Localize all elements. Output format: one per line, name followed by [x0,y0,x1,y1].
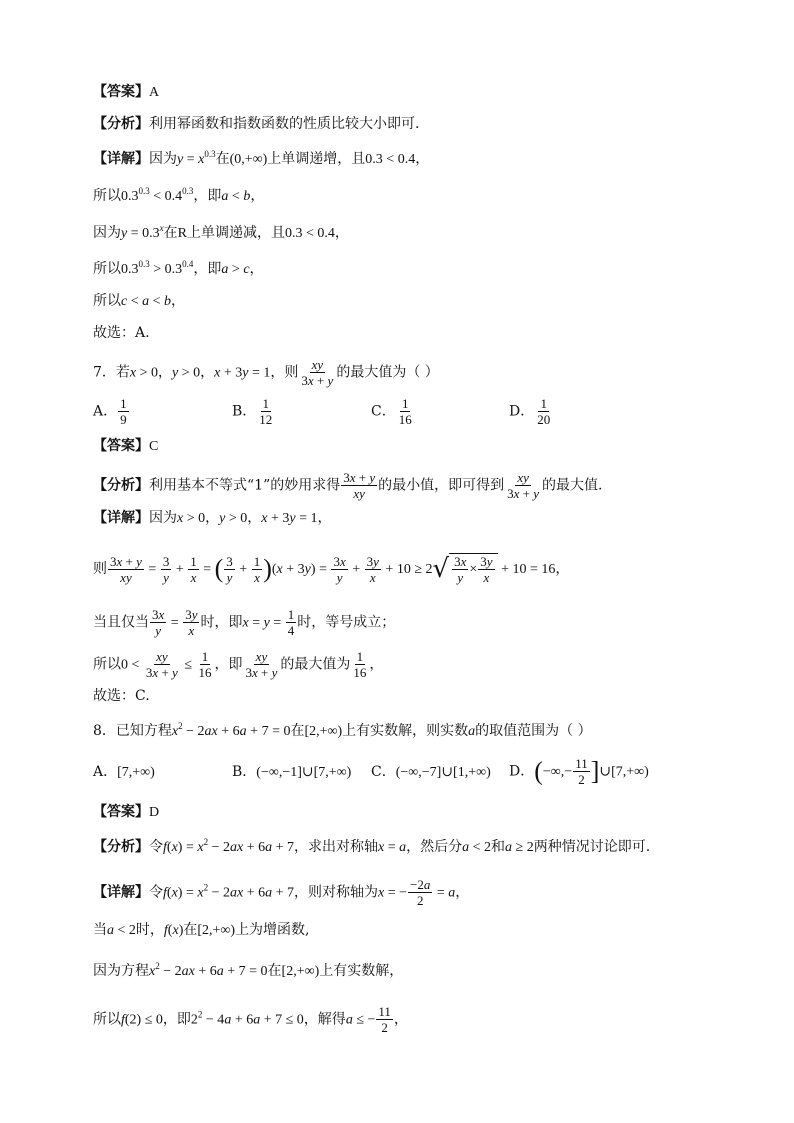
math-line: 所以$0.3^{0.3} > 0.3^{0.4}$，即a > c， [93,259,264,277]
conclusion-line: 故选：C. [93,688,150,704]
detail-line: 【详解】因为x > 0，y > 0，x + 3y = 1， [93,510,332,526]
answer-line: 【答案】C [93,438,159,454]
option-b[interactable]: B． $\frac{1}{12}$ [232,396,273,427]
answer-label: 【答案】 [93,84,149,100]
option-c[interactable]: C． $\frac{1}{16}$ [371,396,412,427]
answer-line [93,82,159,103]
conclusion-line: 故选：A. [93,325,150,341]
option-d[interactable]: D．(−∞,− $\frac{11}{2}$ ]∪[7,+∞) [509,756,649,787]
detail-line: 【详解】令$f(x) = x^2 - 2ax + 6a + 7$，则对称轴为x = − $\frac{-2a}{2}$ = a， [93,877,470,908]
option-d[interactable]: D． $\frac{1}{20}$ [509,396,551,427]
math-line: 因为方程$x^2 - 2ax + 6a + 7 = 0$在[2,+∞)上有实数解， [93,961,404,979]
question-7: 7．若x > 0，y > 0，x + 3y = 1，则 $\frac{xy}{3x + y}$ 的最大值为（ ） [93,357,439,388]
question-8: 8．已知方程$x^2 - 2ax + 6a + 7 = 0$在[2,+∞)上有实数解，则实数a的取值范围为（ ） [93,721,592,739]
math-line: 所以c < a < b， [93,293,186,309]
option-b[interactable]: B．(−∞,−1]∪[7,+∞) [232,764,352,780]
math-line: 所以0 < $\frac{xy}{3x + y}$ ≤ $\frac{1}{16}$ ，即 $\frac{xy}{3x + y}$ 的最大值为 $\frac{1}{16}$ ， [93,649,384,680]
analysis-line: 【分析】利用幂函数和指数函数的性质比较大小即可. [93,116,420,132]
math-line: 则 $\frac{3x + y}{xy}$ = $\frac{3}{y}$ + $\frac{1}{x}$ = ( $\frac{3}{y}$ + $\frac{1}{x}$ )(x + 3y) = $\frac{3x}{y}$ + $\frac{3y}{x}$ + 10 ≥ 2 √ $\frac{3x}{y}$ × $\frac{3y}{x}$ + 10 = 16， [93,553,570,585]
math-line: 所以f(2) ≤ 0，即$2^2 - 4a + 6a + 7 \le 0$，解得a ≤ − $\frac{11}{2}$ ， [93,1004,408,1035]
math-line: 当a < 2时，f(x)在[2,+∞)上为增函数, [93,922,310,938]
math-line: 所以$0.3^{0.3} < 0.4^{0.3}$，即a < b， [93,186,265,204]
math-line: 当且仅当 $\frac{3x}{y}$ = $\frac{3y}{x}$ 时，即x = y = $\frac{1}{4}$ 时，等号成立； [93,607,396,638]
option-c[interactable]: C．(−∞,−7]∪[1,+∞) [371,764,491,780]
answer-line: 【答案】D [93,804,160,820]
detail-line: 【详解】因为$y = x^{0.3}$在(0,+∞)上单调递增，且0.3 < 0.4， [93,149,430,167]
answer-value: A [149,85,160,100]
analysis-line: 【分析】令$f(x) = x^2 - 2ax + 6a + 7$，求出对称轴x = a，然后分a < 2和a ≥ 2两种情况讨论即可. [93,837,651,855]
option-a[interactable]: A．[7,+∞) [93,764,155,780]
analysis-line: 【分析】利用基本不等式“1”的妙用求得 $\frac{3x + y}{xy}$ 的最小值，即可得到 $\frac{xy}{3x + y}$ 的最大值. [93,470,603,501]
math-line: 因为$y = 0.3^x$在R上单调递减，且0.3 < 0.4， [93,223,349,241]
option-a[interactable]: A． $\frac{1}{9}$ [93,396,127,427]
